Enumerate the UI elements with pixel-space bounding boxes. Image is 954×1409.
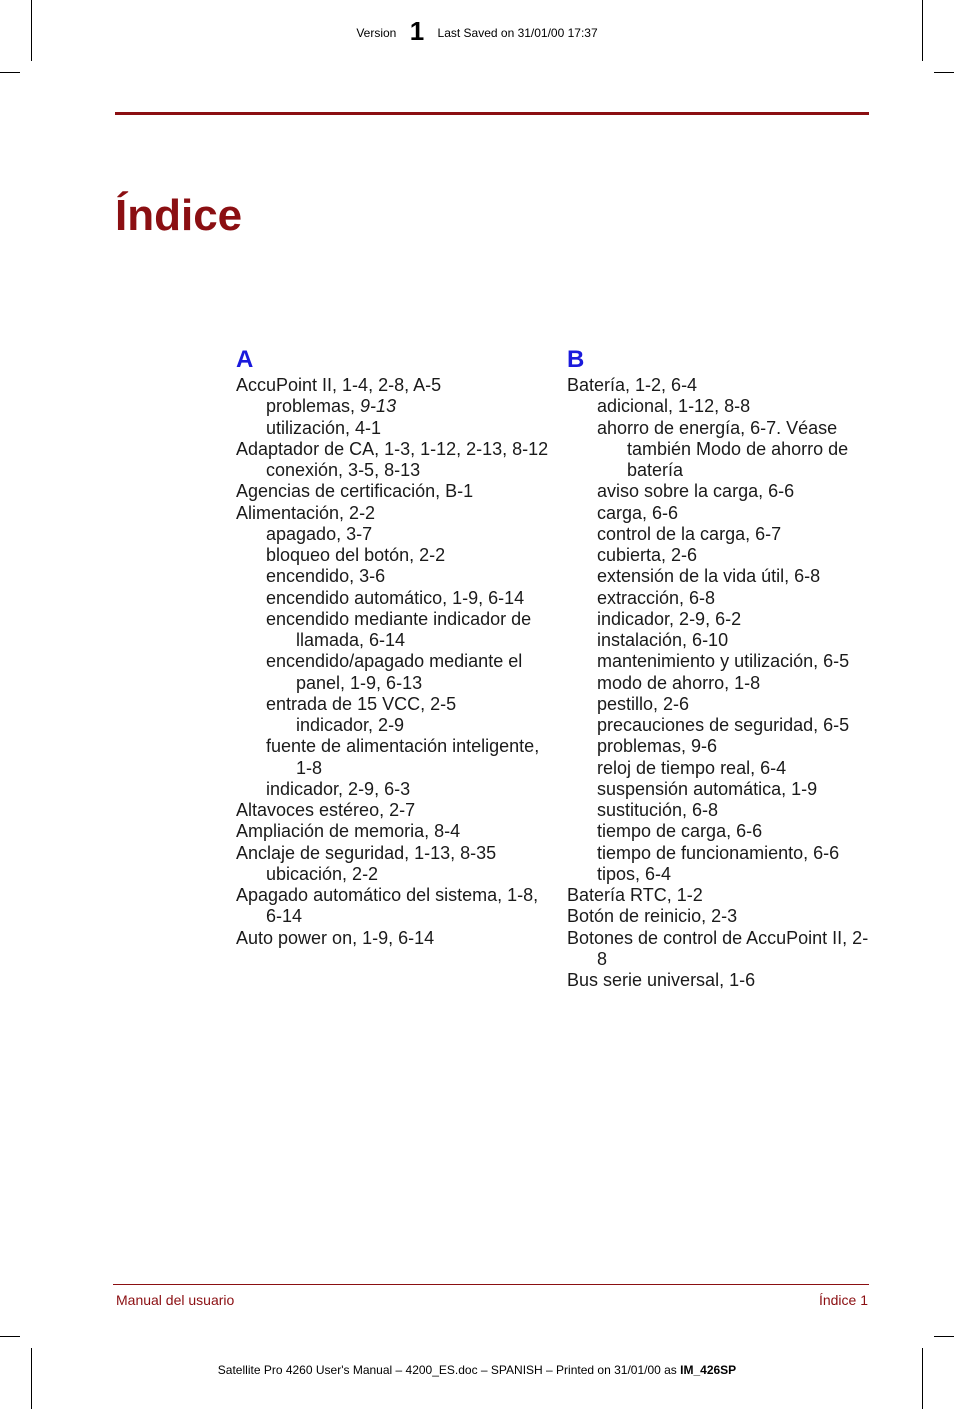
index-entry-text: AccuPoint II, 1-4, 2-8, A-5 (236, 375, 442, 395)
crop-mark (934, 72, 954, 73)
index-entry (567, 630, 877, 651)
crop-mark (934, 1336, 954, 1337)
index-entry-text: modo de ahorro, 1-8 (597, 672, 761, 693)
version-label: Version (356, 26, 397, 40)
index-entry-text: encendido automático, 1-9, 6-14 (266, 587, 525, 608)
index-entry (236, 418, 556, 439)
section-letter: A (236, 346, 254, 373)
index-entry-text: Alimentación, 2-2 (236, 502, 376, 523)
index-entry-text: entrada de 15 VCC, 2-5 (266, 693, 457, 714)
index-entry (236, 545, 556, 566)
crop-mark (922, 1348, 923, 1409)
index-entry (567, 566, 877, 587)
index-entry-italic-page: 9-13 (360, 396, 397, 417)
index-entry (567, 928, 877, 971)
index-entry-text: Batería RTC, 1-2 (567, 885, 703, 905)
index-entry-text: conexión, 3-5, 8-13 (266, 460, 421, 480)
index-entry (236, 588, 556, 609)
print-info-text: Satellite Pro 4260 User's Manual – 4200_ES.doc – SPANISH – Printed on 31/01/00 as (217, 1363, 681, 1377)
index-entry (236, 439, 556, 460)
crop-mark (0, 1336, 20, 1337)
index-entry (567, 545, 877, 566)
index-entry-text: problemas, (266, 396, 361, 417)
index-entry-text: indicador, 2-9 (296, 715, 405, 735)
version-header (0, 16, 954, 47)
index-entry-text: cubierta, 2-6 (597, 545, 698, 565)
index-entry-text: Apagado automático del sistema, 1-8, 6-14 (236, 885, 539, 927)
index-entry-text: tiempo de carga, 6-6 (597, 821, 763, 842)
index-entry (236, 524, 556, 545)
index-entry-text: fuente de alimentación inteligente, 1-8 (266, 736, 540, 778)
index-entry-text: bloqueo del botón, 2-2 (266, 545, 446, 565)
index-entry (236, 694, 556, 715)
index-entry (567, 885, 877, 906)
index-entry-text: indicador, 2-9, 6-2 (597, 608, 742, 629)
index-entry-text: Anclaje de seguridad, 1-13, 8-35 (236, 842, 497, 863)
index-entry-text: adicional, 1-12, 8-8 (597, 396, 751, 417)
index-entry (567, 715, 877, 736)
index-entry (567, 906, 877, 927)
index-entry-text: Adaptador de CA, 1-3, 1-12, 2-13, 8-12 (236, 438, 549, 459)
index-entry-text: Ampliación de memoria, 8-4 (236, 821, 461, 842)
index-entry (567, 694, 877, 715)
version-number: 1 (409, 16, 425, 46)
index-entry-text: ubicación, 2-2 (266, 863, 379, 884)
index-entry (236, 928, 556, 949)
index-entry-text: Batería, 1-2, 6-4 (567, 375, 698, 395)
index-entry-text: extensión de la vida útil, 6-8 (597, 566, 821, 587)
index-entry (236, 566, 556, 587)
index-entry-text: mantenimiento y utilización, 6-5 (597, 651, 850, 672)
index-entry (567, 375, 877, 396)
index-entry-text: encendido/apagado mediante el panel, 1-9, 6-13 (266, 651, 523, 693)
index-entry (567, 651, 877, 672)
index-entry-text: carga, 6-6 (597, 502, 679, 523)
index-entry-text: encendido, 3-6 (266, 566, 386, 587)
footer-page-number: Índice 1 (818, 1292, 868, 1308)
index-entry (567, 736, 877, 757)
index-entry (236, 609, 556, 652)
index-entry (236, 375, 556, 396)
index-entry-text: tipos, 6-4 (597, 863, 672, 884)
index-entry (236, 800, 556, 821)
index-entry (567, 396, 877, 417)
index-entry-text: Auto power on, 1-9, 6-14 (236, 927, 435, 948)
index-entry-text: reloj de tiempo real, 6-4 (597, 757, 787, 778)
index-entry (567, 821, 877, 842)
bottom-rule (113, 1284, 869, 1285)
index-entry-text: pestillo, 2-6 (597, 693, 690, 714)
crop-mark (31, 1348, 32, 1409)
index-entry-text: Altavoces estéreo, 2-7 (236, 800, 416, 820)
index-entry-text: apagado, 3-7 (266, 523, 373, 544)
index-entry-text: utilización, 4-1 (266, 417, 382, 438)
index-entry-text: extracción, 6-8 (597, 587, 716, 608)
print-info-code: IM_426SP (680, 1363, 737, 1377)
index-entry (567, 503, 877, 524)
index-entry-text: control de la carga, 6-7 (597, 523, 782, 544)
index-column-b (567, 345, 877, 991)
index-entry-text: encendido mediante indicador de llamada, 6-14 (266, 608, 532, 650)
index-entry-text: problemas, 9-6 (597, 736, 718, 757)
crop-mark (0, 72, 20, 73)
index-entry (567, 758, 877, 779)
index-entry-text: instalación, 6-10 (597, 630, 729, 650)
index-entry (567, 481, 877, 502)
index-entry (567, 588, 877, 609)
top-rule (115, 112, 869, 115)
index-entry-text: ahorro de energía, 6-7. Véase también Modo de ahorro de batería (597, 417, 849, 480)
index-entry (567, 524, 877, 545)
index-entry (567, 609, 877, 630)
index-entry (236, 779, 556, 800)
index-entry (567, 970, 877, 991)
index-entry (567, 418, 877, 482)
index-entry-text: sustitución, 6-8 (597, 800, 719, 820)
page-title: Índice (115, 191, 243, 240)
index-entry-text: Bus serie universal, 1-6 (567, 970, 756, 990)
index-entry (567, 779, 877, 800)
footer-manual-title: Manual del usuario (116, 1292, 235, 1308)
index-entry (567, 864, 877, 885)
index-entry (236, 864, 556, 885)
index-entry (236, 503, 556, 524)
index-entry-text: Botón de reinicio, 2-3 (567, 906, 738, 927)
index-entry-text: Agencias de certificación, B-1 (236, 481, 474, 502)
index-column-a (236, 345, 556, 949)
index-entry (567, 800, 877, 821)
index-entry (236, 736, 556, 779)
index-entry (236, 460, 556, 481)
index-entry-text: Botones de control de AccuPoint II, 2-8 (567, 927, 869, 969)
index-entry-text: tiempo de funcionamiento, 6-6 (597, 842, 840, 863)
index-entry (236, 651, 556, 694)
last-saved: Last Saved on 31/01/00 17:37 (437, 26, 598, 40)
index-entry (567, 673, 877, 694)
index-entry-text: precauciones de seguridad, 6-5 (597, 715, 850, 735)
index-entry (236, 885, 556, 928)
index-entry (236, 715, 556, 736)
print-info (0, 1363, 954, 1377)
index-entry (236, 843, 556, 864)
section-letter: B (567, 346, 585, 373)
index-entry (236, 396, 556, 417)
index-entry (236, 481, 556, 502)
index-entry-text: indicador, 2-9, 6-3 (266, 778, 411, 799)
index-entry-text: suspensión automática, 1-9 (597, 778, 818, 799)
index-entry (567, 843, 877, 864)
index-entry (236, 821, 556, 842)
index-entry-text: aviso sobre la carga, 6-6 (597, 481, 795, 502)
